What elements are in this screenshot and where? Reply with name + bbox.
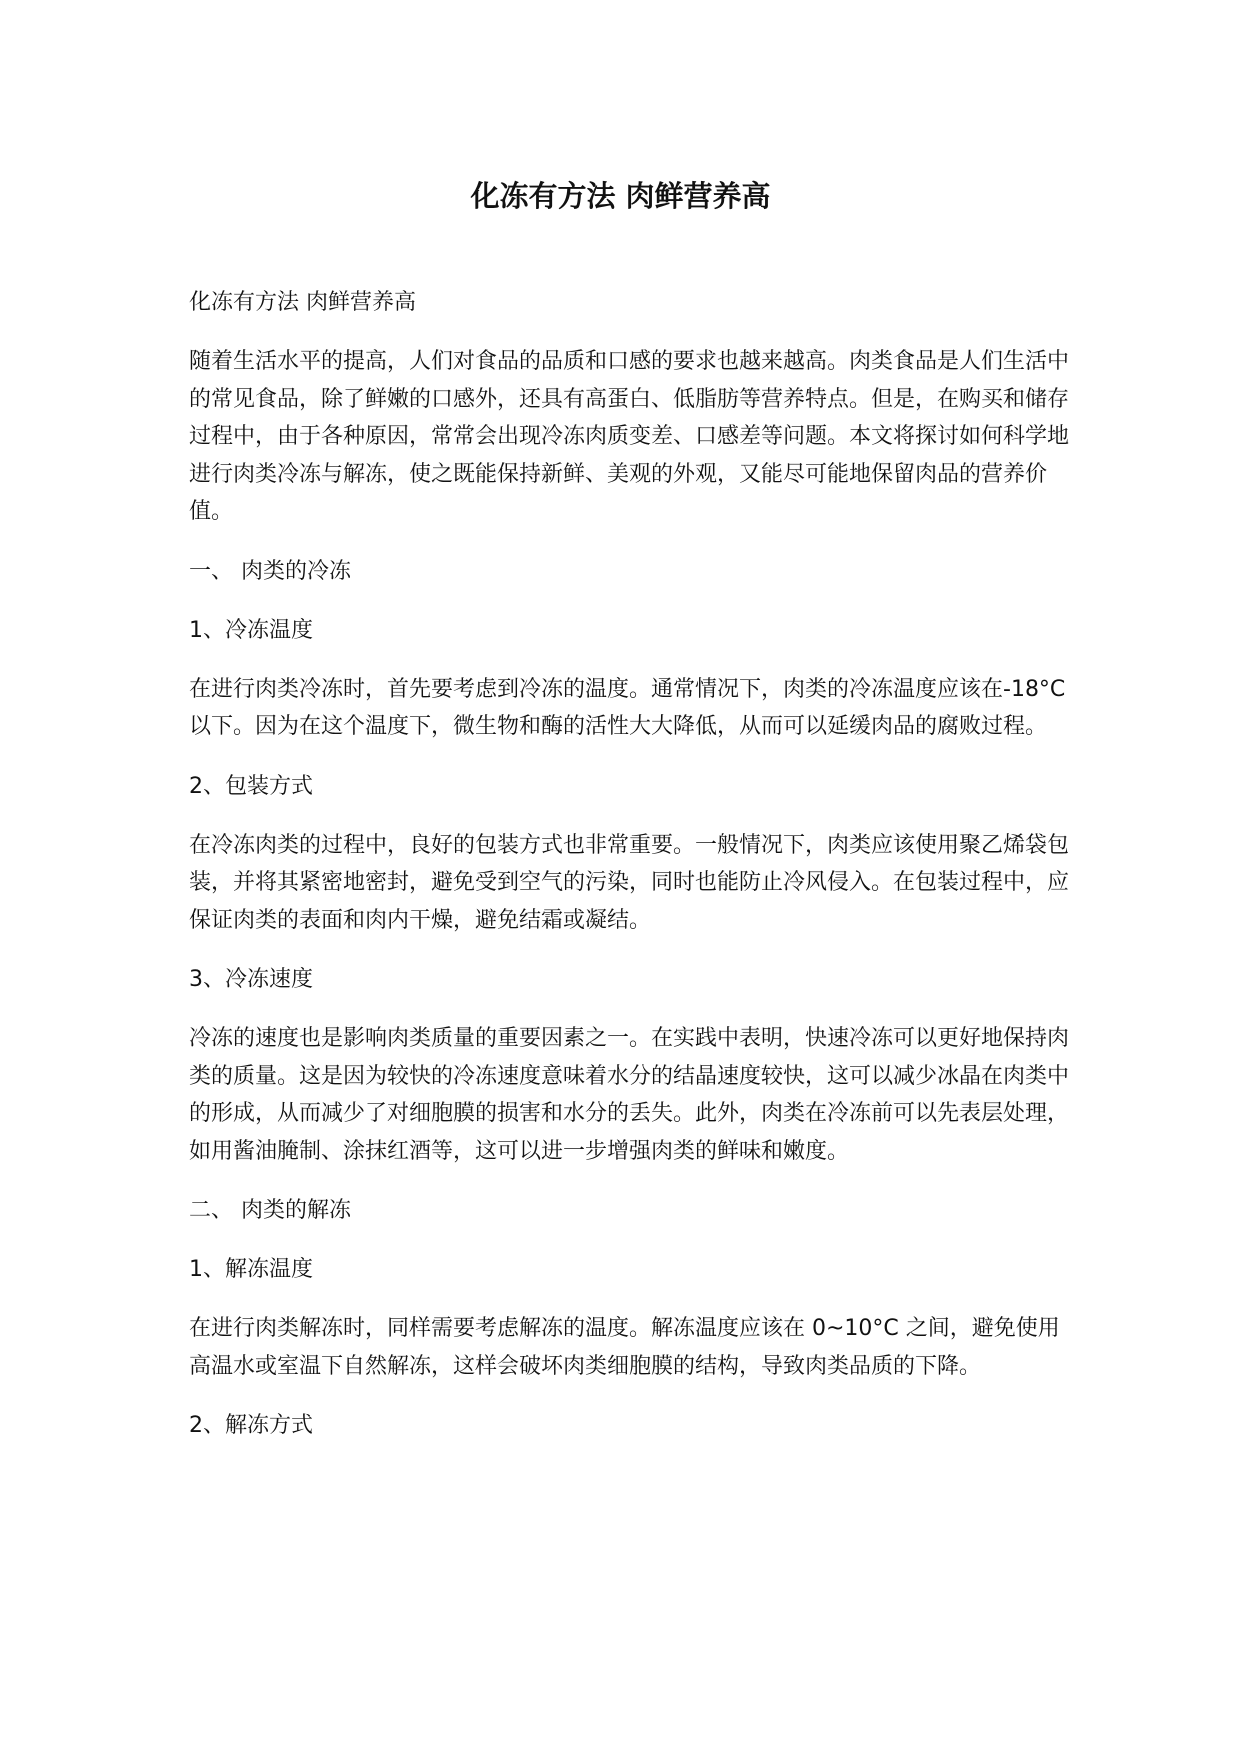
paragraph: 在进行肉类冷冻时，首先要考虑到冷冻的温度。通常情况下，肉类的冷冻温度应该在-18°C 以下。因为在这个温度下，微生物和酶的活性大大降低，从而可以延缓肉品的腐败过程。: [189, 676, 1066, 739]
subsection-heading: 3、冷冻速度: [189, 967, 313, 992]
document-body: [189, 284, 1069, 1466]
subsection-heading: 1、解冻温度: [189, 1257, 313, 1282]
subsection-heading: 2、解冻方式: [189, 1413, 313, 1438]
paragraph: 冷冻的速度也是影响肉类质量的重要因素之一。在实践中表明，快速冷冻可以更好地保持肉类的质量。这是因为较快的冷冻速度意味着水分的结晶速度较快，这可以减少冰晶在肉类中的形成，从而减少了对细胞膜的损害和水分的丢失。此外，肉类在冷冻前可以先表层处理，如用酱油腌制、涂抹红酒等，这可以进一步增强肉类的鲜味和嫩度。: [189, 1026, 1070, 1164]
section-heading-2: [189, 1192, 1069, 1229]
paragraph: 在冷冻肉类的过程中，良好的包装方式也非常重要。一般情况下，肉类应该使用聚乙烯袋包装，并将其紧密地密封，避免受到空气的污染，同时也能防止冷风侵入。在包装过程中，应保证肉类的表面和肉内干燥，避免结霜或凝结。: [189, 832, 1070, 933]
intro-paragraph: 随着生活水平的提高，人们对食品的品质和口感的要求也越来越高。肉类食品是人们生活中的常见食品，除了鲜嫩的口感外，还具有高蛋白、低脂肪等营养特点。但是，在购买和储存过程中，由于各种原因，常常会出现冷冻肉质变差、口感差等问题。本文将探讨如何科学地进行肉类冷冻与解冻，使之既能保持新鲜、美观的外观，又能尽可能地保留肉品的营养价值。: [189, 349, 1070, 524]
section-title: 肉类的解冻: [241, 1198, 352, 1223]
document-title: 化冻有方法 肉鲜营养高: [470, 179, 771, 213]
paragraph: 在进行肉类解冻时，同样需要考虑解冻的温度。解冻温度应该在 0~10°C 之间，避免使用高温水或室温下自然解冻，这样会破坏肉类细胞膜的结构，导致肉类品质的下降。: [189, 1316, 1060, 1379]
subsection-heading: 1、冷冻温度: [189, 617, 313, 643]
subsection-heading: 2、包装方式: [189, 773, 313, 799]
subtitle: 化冻有方法 肉鲜营养高: [189, 290, 416, 315]
section-number: 二、: [189, 1198, 234, 1223]
section-heading-1: [189, 553, 1069, 590]
section-number: 一、: [189, 558, 234, 584]
section-title: 肉类的冷冻: [241, 558, 352, 584]
